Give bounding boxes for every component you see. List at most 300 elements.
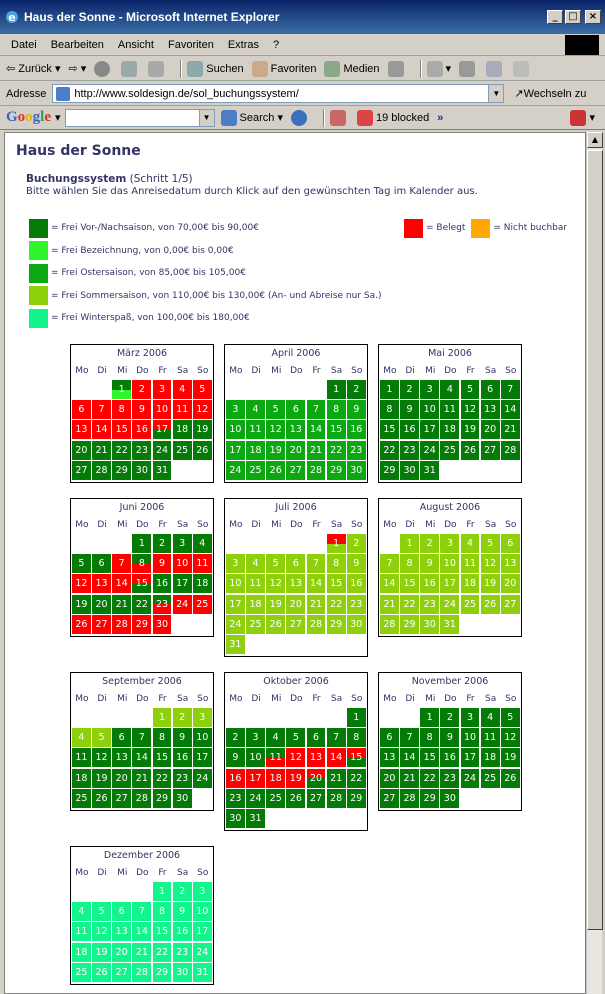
calendar-day[interactable]: 21 [400, 769, 419, 788]
calendar-day[interactable]: 26 [501, 769, 520, 788]
calendar-day[interactable]: 20 [380, 769, 399, 788]
menu-ansicht[interactable]: Ansicht [117, 38, 154, 51]
vertical-scrollbar[interactable] [586, 132, 602, 994]
calendar-day[interactable]: 28 [307, 615, 326, 634]
calendar-day[interactable]: 19 [266, 441, 285, 460]
calendar-day[interactable]: 1 [153, 708, 172, 727]
calendar-day[interactable]: 23 [347, 595, 366, 614]
calendar-day[interactable]: 14 [400, 748, 419, 767]
address-dropdown-button[interactable]: ▼ [488, 85, 503, 102]
calendar-day[interactable]: 12 [501, 728, 520, 747]
calendar-day[interactable]: 24 [440, 595, 459, 614]
calendar-day[interactable]: 11 [440, 400, 459, 419]
calendar-day[interactable]: 6 [286, 400, 305, 419]
calendar-day[interactable]: 6 [481, 380, 500, 399]
calendar-day[interactable]: 16 [173, 922, 192, 941]
menu-extras[interactable]: Extras [227, 38, 260, 51]
google-dropdown-button[interactable]: ▼ [199, 110, 214, 126]
calendar-day[interactable]: 28 [400, 789, 419, 808]
calendar-day[interactable]: 21 [112, 595, 131, 614]
calendar-day[interactable]: 23 [347, 441, 366, 460]
calendar-day[interactable]: 29 [327, 461, 346, 480]
calendar-day[interactable]: 7 [327, 728, 346, 747]
calendar-day[interactable]: 17 [226, 441, 245, 460]
calendar-day[interactable]: 7 [380, 554, 399, 573]
stop-button[interactable] [94, 61, 113, 77]
calendar-day[interactable]: 18 [440, 420, 459, 439]
calendar-day[interactable]: 16 [173, 748, 192, 767]
menu-help[interactable]: ? [273, 38, 280, 51]
calendar-day[interactable]: 1 [380, 380, 399, 399]
google-search-input[interactable] [65, 109, 215, 127]
calendar-day[interactable]: 12 [461, 400, 480, 419]
address-input[interactable] [52, 84, 504, 103]
calendar-day[interactable]: 13 [286, 420, 305, 439]
calendar-day[interactable]: 30 [420, 615, 439, 634]
calendar-day[interactable]: 22 [153, 943, 172, 962]
calendar-day[interactable]: 20 [307, 769, 326, 788]
calendar-day[interactable]: 20 [286, 595, 305, 614]
calendar-day[interactable]: 23 [173, 943, 192, 962]
calendar-day[interactable]: 25 [173, 441, 192, 460]
calendar-day[interactable]: 11 [266, 748, 285, 767]
calendar-day[interactable]: 23 [440, 769, 459, 788]
history-button[interactable] [388, 61, 407, 77]
popup-blocker-button[interactable]: 19 blocked [357, 110, 429, 126]
calendar-day[interactable]: 19 [501, 748, 520, 767]
calendar-day[interactable]: 5 [72, 554, 91, 573]
calendar-day[interactable]: 31 [226, 635, 245, 654]
calendar-day[interactable]: 11 [246, 420, 265, 439]
calendar-day[interactable]: 20 [72, 441, 91, 460]
calendar-day[interactable]: 21 [327, 769, 346, 788]
calendar-day[interactable]: 30 [173, 789, 192, 808]
scroll-thumb[interactable] [587, 150, 603, 930]
calendar-day[interactable]: 5 [266, 400, 285, 419]
calendar-day[interactable]: 2 [347, 380, 366, 399]
calendar-day[interactable]: 23 [173, 769, 192, 788]
calendar-day[interactable]: 22 [153, 769, 172, 788]
calendar-day[interactable]: 9 [226, 748, 245, 767]
calendar-day[interactable]: 18 [246, 441, 265, 460]
calendar-day[interactable]: 12 [92, 748, 111, 767]
calendar-day[interactable]: 1 [112, 380, 131, 399]
calendar-day[interactable]: 20 [501, 574, 520, 593]
calendar-day[interactable]: 19 [266, 595, 285, 614]
calendar-day[interactable]: 10 [246, 748, 265, 767]
favorites-button[interactable]: Favoriten [252, 61, 317, 77]
calendar-day[interactable]: 13 [380, 748, 399, 767]
calendar-day[interactable]: 8 [153, 728, 172, 747]
calendar-day[interactable]: 14 [307, 574, 326, 593]
calendar-day[interactable]: 4 [193, 534, 212, 553]
calendar-day[interactable]: 15 [400, 574, 419, 593]
calendar-day[interactable]: 1 [153, 882, 172, 901]
calendar-day[interactable]: 27 [501, 595, 520, 614]
calendar-day[interactable]: 2 [440, 708, 459, 727]
calendar-day[interactable]: 8 [132, 554, 151, 573]
calendar-day[interactable]: 28 [92, 461, 111, 480]
calendar-day[interactable]: 28 [327, 789, 346, 808]
calendar-day[interactable]: 6 [501, 534, 520, 553]
calendar-day[interactable]: 17 [193, 748, 212, 767]
calendar-day[interactable]: 3 [193, 882, 212, 901]
calendar-day[interactable]: 6 [112, 728, 131, 747]
calendar-day[interactable]: 17 [461, 748, 480, 767]
calendar-day[interactable]: 30 [347, 615, 366, 634]
calendar-day[interactable]: 10 [461, 728, 480, 747]
calendar-day[interactable]: 23 [132, 441, 151, 460]
calendar-day[interactable]: 14 [307, 420, 326, 439]
calendar-day[interactable]: 26 [92, 789, 111, 808]
calendar-day[interactable]: 25 [72, 963, 91, 982]
calendar-day[interactable]: 20 [481, 420, 500, 439]
calendar-day[interactable]: 30 [347, 461, 366, 480]
calendar-day[interactable]: 9 [173, 728, 192, 747]
calendar-day[interactable]: 24 [153, 441, 172, 460]
calendar-day[interactable]: 25 [266, 789, 285, 808]
calendar-day[interactable]: 26 [461, 441, 480, 460]
calendar-day[interactable]: 10 [193, 728, 212, 747]
calendar-day[interactable]: 5 [501, 708, 520, 727]
calendar-day[interactable]: 25 [246, 615, 265, 634]
forward-button[interactable] [68, 62, 86, 75]
calendar-day[interactable]: 17 [153, 420, 172, 439]
calendar-day[interactable]: 22 [400, 595, 419, 614]
calendar-day[interactable]: 12 [266, 574, 285, 593]
print-button[interactable] [459, 61, 478, 77]
calendar-day[interactable]: 3 [226, 400, 245, 419]
calendar-day[interactable]: 7 [132, 902, 151, 921]
calendar-day[interactable]: 9 [173, 902, 192, 921]
back-button[interactable]: ⇦ Zurück ▾ [6, 62, 61, 75]
calendar-day[interactable]: 23 [420, 595, 439, 614]
calendar-day[interactable]: 19 [92, 769, 111, 788]
calendar-day[interactable]: 18 [72, 943, 91, 962]
calendar-day[interactable]: 7 [501, 380, 520, 399]
calendar-day[interactable]: 28 [307, 461, 326, 480]
calendar-day[interactable]: 21 [501, 420, 520, 439]
calendar-day[interactable]: 1 [327, 380, 346, 399]
calendar-day[interactable]: 2 [153, 534, 172, 553]
pagerank-button[interactable] [330, 110, 349, 126]
maximize-button[interactable]: □ [565, 10, 581, 24]
calendar-day[interactable]: 28 [132, 789, 151, 808]
calendar-day[interactable]: 19 [92, 943, 111, 962]
calendar-day[interactable]: 15 [347, 748, 366, 767]
calendar-day[interactable]: 31 [246, 809, 265, 828]
calendar-day[interactable]: 1 [420, 708, 439, 727]
calendar-day[interactable]: 3 [193, 708, 212, 727]
calendar-day[interactable]: 14 [132, 922, 151, 941]
calendar-day[interactable]: 15 [153, 748, 172, 767]
calendar-day[interactable]: 25 [461, 595, 480, 614]
calendar-day[interactable]: 9 [420, 554, 439, 573]
calendar-day[interactable]: 16 [153, 574, 172, 593]
menu-datei[interactable]: Datei [11, 38, 37, 51]
calendar-day[interactable]: 26 [92, 963, 111, 982]
calendar-day[interactable]: 15 [153, 922, 172, 941]
calendar-day[interactable]: 9 [440, 728, 459, 747]
calendar-day[interactable]: 10 [193, 902, 212, 921]
calendar-day[interactable]: 2 [400, 380, 419, 399]
calendar-day[interactable]: 1 [132, 534, 151, 553]
calendar-day[interactable]: 23 [226, 789, 245, 808]
calendar-day[interactable]: 17 [193, 922, 212, 941]
calendar-day[interactable]: 8 [327, 400, 346, 419]
calendar-day[interactable]: 20 [112, 769, 131, 788]
more-chevron-icon[interactable]: » [437, 111, 444, 124]
calendar-day[interactable]: 22 [327, 595, 346, 614]
calendar-day[interactable]: 29 [153, 789, 172, 808]
calendar-day[interactable]: 27 [481, 441, 500, 460]
calendar-day[interactable]: 29 [153, 963, 172, 982]
calendar-day[interactable]: 2 [347, 534, 366, 553]
calendar-day[interactable]: 17 [173, 574, 192, 593]
media-button[interactable]: Medien [324, 61, 379, 77]
calendar-day[interactable]: 30 [400, 461, 419, 480]
calendar-day[interactable]: 14 [132, 748, 151, 767]
calendar-day[interactable]: 28 [380, 615, 399, 634]
calendar-day[interactable]: 27 [307, 789, 326, 808]
calendar-day[interactable]: 17 [420, 420, 439, 439]
calendar-day[interactable]: 29 [112, 461, 131, 480]
refresh-button[interactable] [121, 61, 140, 77]
calendar-day[interactable]: 26 [286, 789, 305, 808]
calendar-day[interactable]: 29 [327, 615, 346, 634]
calendar-day[interactable]: 6 [380, 728, 399, 747]
calendar-day[interactable]: 28 [501, 441, 520, 460]
calendar-day[interactable]: 27 [72, 461, 91, 480]
calendar-day[interactable]: 5 [266, 554, 285, 573]
calendar-day[interactable]: 27 [112, 963, 131, 982]
edit-button[interactable] [486, 61, 505, 77]
calendar-day[interactable]: 12 [266, 420, 285, 439]
calendar-day[interactable]: 25 [72, 789, 91, 808]
calendar-day[interactable]: 4 [461, 534, 480, 553]
calendar-day[interactable]: 11 [461, 554, 480, 573]
calendar-day[interactable]: 18 [173, 420, 192, 439]
minimize-button[interactable]: _ [547, 10, 563, 24]
calendar-day[interactable]: 13 [112, 748, 131, 767]
calendar-day[interactable]: 24 [193, 943, 212, 962]
calendar-day[interactable]: 2 [420, 534, 439, 553]
google-globe-button[interactable] [291, 110, 310, 126]
calendar-day[interactable]: 23 [153, 595, 172, 614]
pdf-button[interactable]: ▾ [570, 110, 595, 126]
calendar-day[interactable]: 17 [226, 595, 245, 614]
calendar-day[interactable]: 22 [380, 441, 399, 460]
calendar-day[interactable]: 9 [400, 400, 419, 419]
calendar-day[interactable]: 13 [286, 574, 305, 593]
calendar-day[interactable]: 23 [400, 441, 419, 460]
calendar-day[interactable]: 31 [420, 461, 439, 480]
calendar-day[interactable]: 18 [72, 769, 91, 788]
google-search-button[interactable]: Search ▾ [221, 110, 283, 126]
calendar-day[interactable]: 29 [347, 789, 366, 808]
calendar-day[interactable]: 9 [347, 400, 366, 419]
calendar-day[interactable]: 19 [461, 420, 480, 439]
calendar-day[interactable]: 27 [380, 789, 399, 808]
calendar-day[interactable]: 31 [153, 461, 172, 480]
calendar-day[interactable]: 28 [132, 963, 151, 982]
calendar-day[interactable]: 27 [286, 615, 305, 634]
calendar-day[interactable]: 8 [153, 902, 172, 921]
calendar-day[interactable]: 31 [193, 963, 212, 982]
calendar-day[interactable]: 15 [380, 420, 399, 439]
calendar-day[interactable]: 30 [226, 809, 245, 828]
calendar-day[interactable]: 13 [481, 400, 500, 419]
calendar-day[interactable]: 5 [92, 728, 111, 747]
calendar-day[interactable]: 27 [286, 461, 305, 480]
calendar-day[interactable]: 18 [481, 748, 500, 767]
calendar-day[interactable]: 10 [420, 400, 439, 419]
calendar-day[interactable]: 21 [307, 595, 326, 614]
calendar-day[interactable]: 20 [286, 441, 305, 460]
mail-button[interactable]: ▾ [427, 61, 452, 77]
calendar-day[interactable]: 31 [440, 615, 459, 634]
calendar-day[interactable]: 19 [193, 420, 212, 439]
calendar-day[interactable]: 24 [226, 615, 245, 634]
calendar-day[interactable]: 26 [481, 595, 500, 614]
calendar-day[interactable]: 29 [420, 789, 439, 808]
calendar-day[interactable]: 2 [226, 728, 245, 747]
calendar-day[interactable]: 22 [327, 441, 346, 460]
calendar-day[interactable]: 26 [266, 461, 285, 480]
discuss-button[interactable] [513, 61, 532, 77]
calendar-day[interactable]: 10 [440, 554, 459, 573]
calendar-day[interactable]: 8 [420, 728, 439, 747]
calendar-day[interactable]: 13 [501, 554, 520, 573]
calendar-day[interactable]: 27 [112, 789, 131, 808]
search-button[interactable]: Suchen [187, 61, 243, 77]
calendar-day[interactable]: 4 [246, 400, 265, 419]
calendar-day[interactable]: 21 [132, 943, 151, 962]
calendar-day[interactable]: 4 [72, 902, 91, 921]
calendar-day[interactable]: 8 [347, 728, 366, 747]
calendar-day[interactable]: 16 [420, 574, 439, 593]
calendar-day[interactable]: 8 [380, 400, 399, 419]
calendar-day[interactable]: 24 [420, 441, 439, 460]
scroll-up-button[interactable]: ▲ [587, 132, 603, 148]
calendar-day[interactable]: 16 [347, 420, 366, 439]
calendar-day[interactable]: 5 [92, 902, 111, 921]
calendar-day[interactable]: 22 [347, 769, 366, 788]
calendar-day[interactable]: 4 [246, 554, 265, 573]
calendar-day[interactable]: 15 [327, 574, 346, 593]
calendar-day[interactable]: 4 [481, 708, 500, 727]
close-button[interactable]: × [585, 10, 601, 24]
calendar-day[interactable]: 14 [501, 400, 520, 419]
go-button[interactable]: ↗ Wechseln zu [514, 87, 587, 100]
calendar-day[interactable]: 24 [226, 461, 245, 480]
calendar-day[interactable]: 30 [173, 963, 192, 982]
calendar-day[interactable]: 4 [72, 728, 91, 747]
calendar-day[interactable]: 18 [461, 574, 480, 593]
calendar-day[interactable]: 5 [481, 534, 500, 553]
calendar-day[interactable]: 30 [132, 461, 151, 480]
google-logo[interactable]: Google [6, 109, 52, 125]
calendar-day[interactable]: 1 [327, 534, 346, 553]
calendar-day[interactable]: 6 [112, 902, 131, 921]
calendar-day[interactable]: 1 [400, 534, 419, 553]
menu-bearbeiten[interactable]: Bearbeiten [50, 38, 104, 51]
calendar-day[interactable]: 15 [327, 420, 346, 439]
calendar-day[interactable]: 16 [440, 748, 459, 767]
calendar-day[interactable]: 17 [440, 574, 459, 593]
calendar-day[interactable]: 4 [440, 380, 459, 399]
calendar-day[interactable]: 3 [461, 708, 480, 727]
calendar-day[interactable]: 6 [307, 728, 326, 747]
calendar-day[interactable]: 14 [380, 574, 399, 593]
calendar-day[interactable]: 11 [72, 922, 91, 941]
calendar-day[interactable]: 2 [173, 882, 192, 901]
calendar-day[interactable]: 26 [266, 615, 285, 634]
calendar-day[interactable]: 26 [193, 441, 212, 460]
calendar-day[interactable]: 6 [92, 554, 111, 573]
calendar-day[interactable]: 11 [481, 728, 500, 747]
calendar-day[interactable]: 16 [347, 574, 366, 593]
calendar-day[interactable]: 3 [420, 380, 439, 399]
calendar-day[interactable]: 12 [92, 922, 111, 941]
calendar-day[interactable]: 8 [400, 554, 419, 573]
calendar-day[interactable]: 16 [400, 420, 419, 439]
calendar-day[interactable]: 11 [72, 748, 91, 767]
calendar-day[interactable]: 4 [266, 728, 285, 747]
home-button[interactable] [148, 61, 167, 77]
calendar-day[interactable]: 13 [112, 922, 131, 941]
calendar-day[interactable]: 20 [92, 595, 111, 614]
calendar-day[interactable]: 2 [173, 708, 192, 727]
calendar-day[interactable]: 5 [286, 728, 305, 747]
calendar-day[interactable]: 9 [347, 554, 366, 573]
calendar-day[interactable]: 3 [246, 728, 265, 747]
calendar-day[interactable]: 22 [112, 441, 131, 460]
calendar-day[interactable]: 25 [246, 461, 265, 480]
calendar-day[interactable]: 15 [132, 574, 151, 593]
calendar-day[interactable]: 7 [400, 728, 419, 747]
calendar-day[interactable]: 21 [132, 769, 151, 788]
calendar-day[interactable]: 15 [420, 748, 439, 767]
calendar-day[interactable]: 25 [440, 441, 459, 460]
calendar-day[interactable]: 24 [461, 769, 480, 788]
calendar-day[interactable]: 20 [112, 943, 131, 962]
calendar-day[interactable]: 7 [307, 400, 326, 419]
calendar-day[interactable]: 8 [327, 554, 346, 573]
calendar-day[interactable]: 21 [92, 441, 111, 460]
calendar-day[interactable]: 6 [286, 554, 305, 573]
calendar-day[interactable]: 22 [132, 595, 151, 614]
calendar-day[interactable]: 18 [246, 595, 265, 614]
calendar-day[interactable]: 1 [347, 708, 366, 727]
calendar-day[interactable]: 24 [193, 769, 212, 788]
calendar-day[interactable]: 3 [173, 534, 192, 553]
calendar-day[interactable]: 21 [380, 595, 399, 614]
calendar-day[interactable]: 10 [226, 420, 245, 439]
calendar-day[interactable]: 7 [307, 554, 326, 573]
calendar-day[interactable]: 19 [72, 595, 91, 614]
calendar-day[interactable]: 29 [380, 461, 399, 480]
calendar-day[interactable]: 25 [481, 769, 500, 788]
menu-favoriten[interactable]: Favoriten [167, 38, 214, 51]
calendar-day[interactable]: 30 [440, 789, 459, 808]
calendar-day[interactable]: 12 [481, 554, 500, 573]
calendar-day[interactable]: 21 [307, 441, 326, 460]
calendar-day[interactable]: 5 [461, 380, 480, 399]
calendar-day[interactable]: 18 [193, 574, 212, 593]
calendar-day[interactable]: 19 [481, 574, 500, 593]
calendar-day[interactable]: 3 [226, 554, 245, 573]
